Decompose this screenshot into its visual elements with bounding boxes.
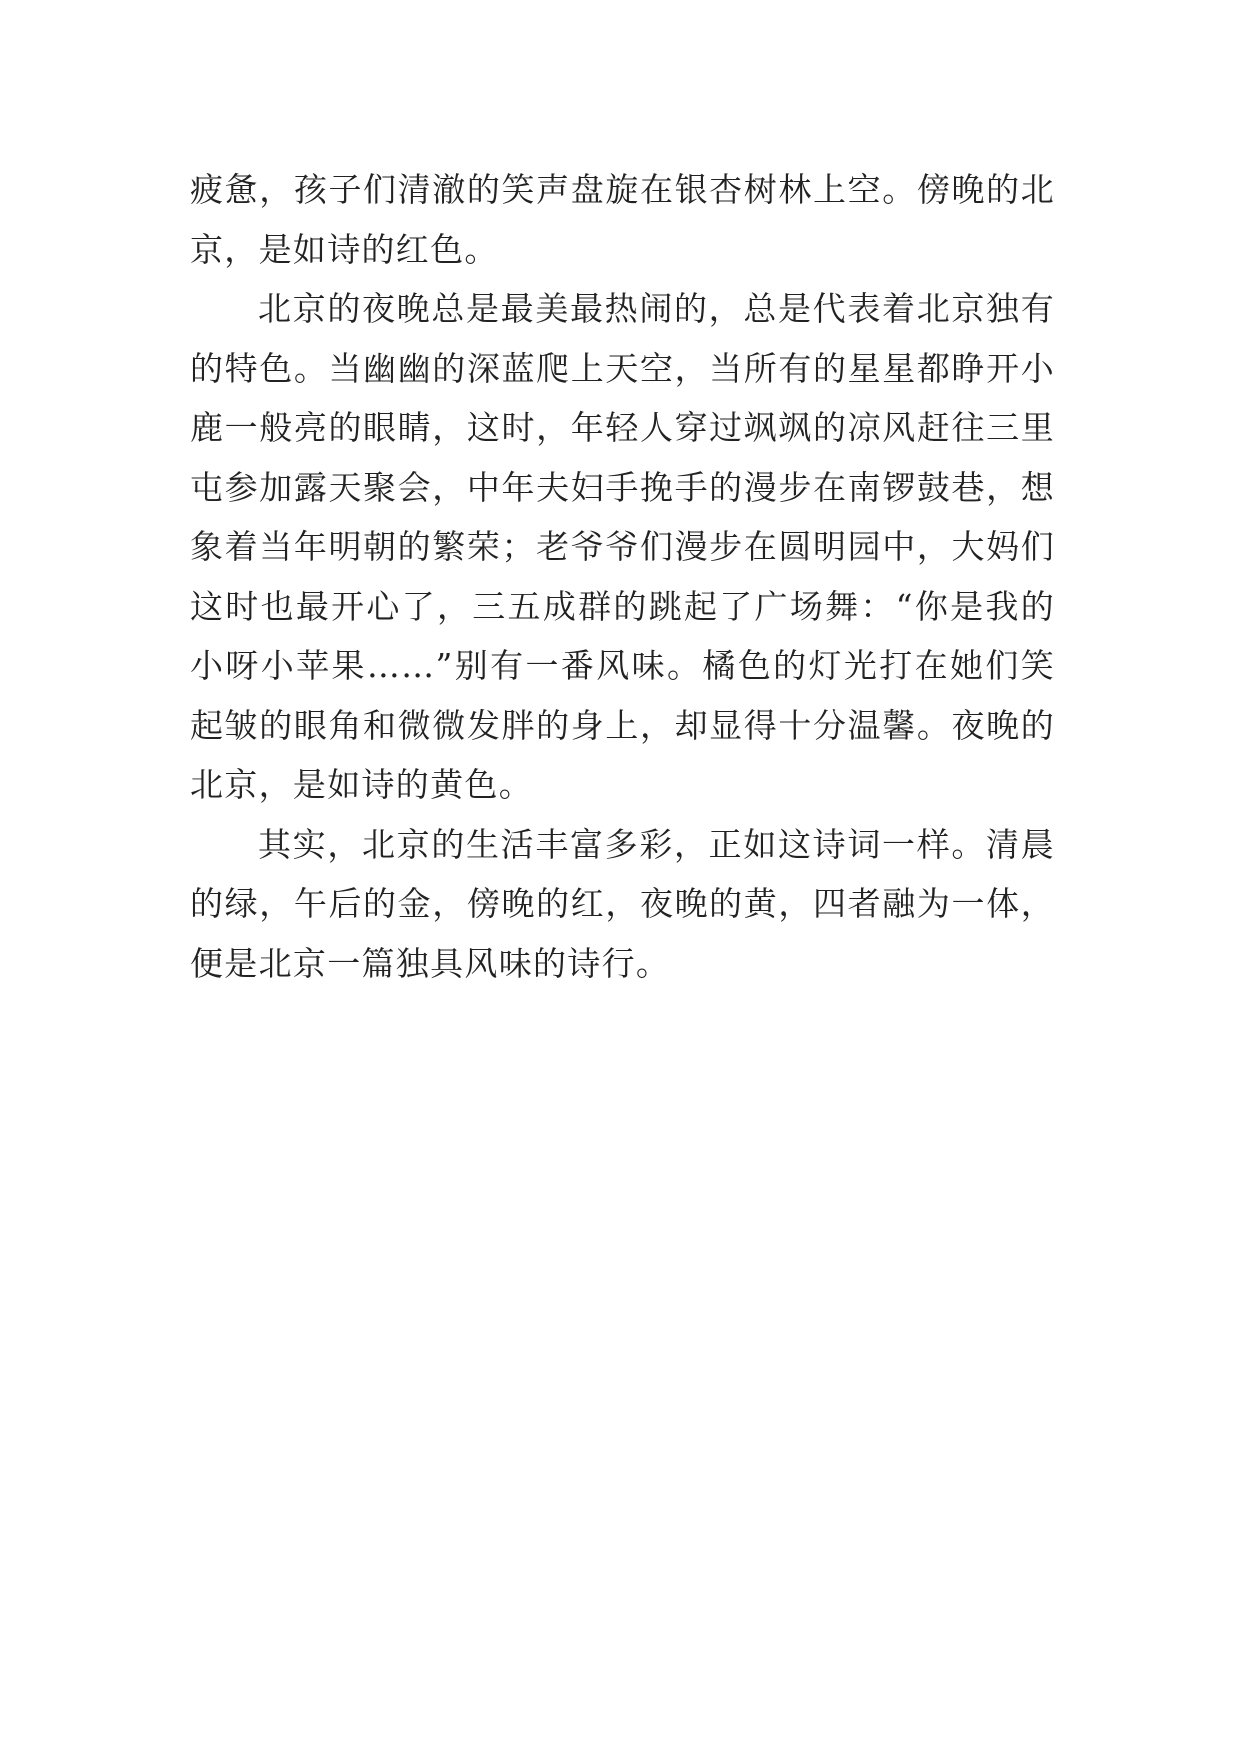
paragraph-conclusion: 其实，北京的生活丰富多彩，正如这诗词一样。清晨的绿，午后的金，傍晚的红，夜晚的黄，四者融为一体，便是北京一篇独具风味的诗行。 bbox=[190, 824, 1055, 983]
paragraph-continuation: 疲惫，孩子们清澈的笑声盘旋在银杏树林上空。傍晚的北京，是如诗的红色。 bbox=[190, 170, 1055, 269]
document-body bbox=[190, 160, 1055, 993]
paragraph-beijing-night: 北京的夜晚总是最美最热闹的，总是代表着北京独有的特色。当幽幽的深蓝爬上天空，当所有的星星都睁开小鹿一般亮的眼睛，这时，年轻人穿过飒飒的凉风赶往三里屯参加露天聚会，中年夫妇手挽手的漫步在南锣鼓巷，想象着当年明朝的繁荣；老爷爷们漫步在圆明园中，大妈们这时也最开心了，三五成群的跳起了广场舞：“你是我的小呀小苹果……”别有一番风味。橘色的灯光打在她们笑起皱的眼角和微微发胖的身上，却显得十分温馨。夜晚的北京，是如诗的黄色。 bbox=[190, 289, 1055, 804]
